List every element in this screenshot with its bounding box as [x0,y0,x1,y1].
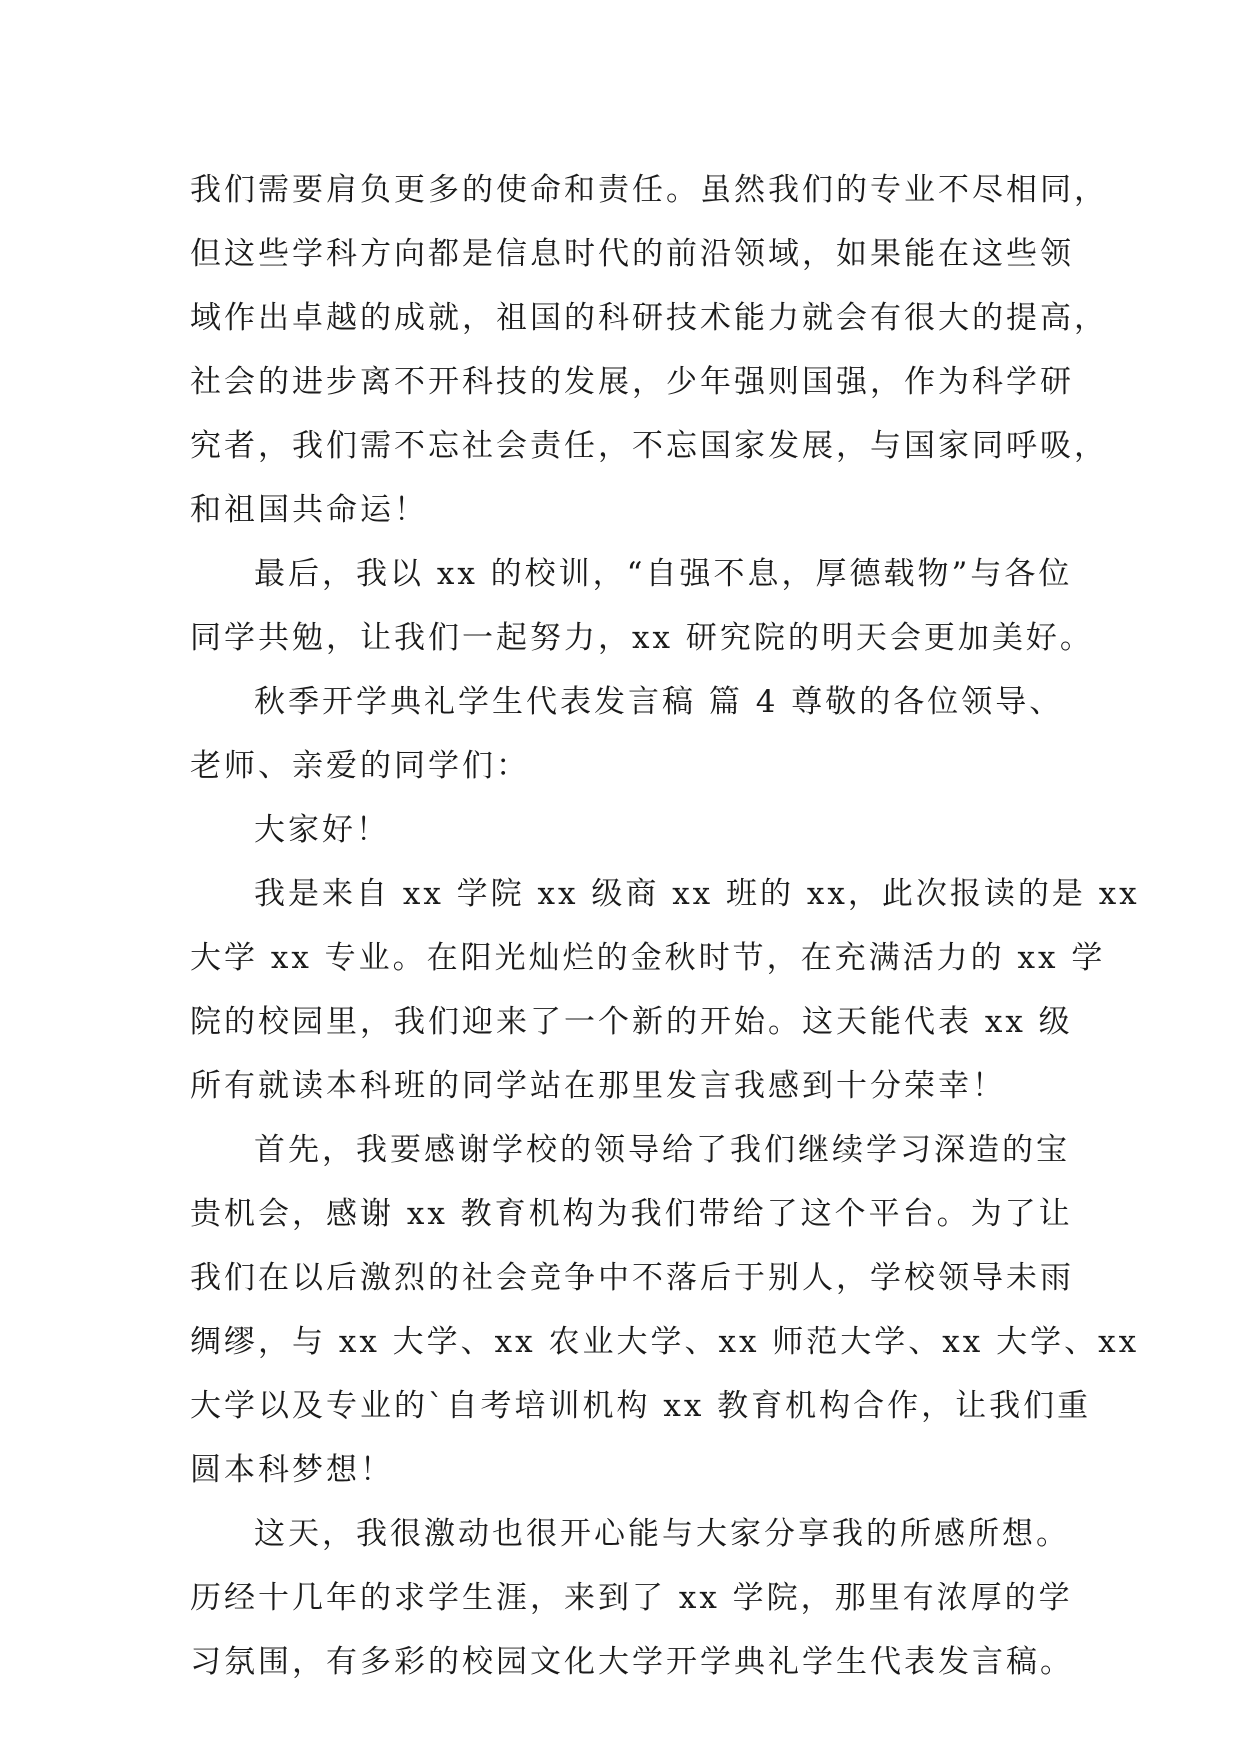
paragraph-line: 大学以及专业的`自考培训机构 xx 教育机构合作，让我们重 [190,1388,1092,1424]
paragraph-line: 域作出卓越的成就，祖国的科研技术能力就会有很大的提高， [190,300,1108,336]
paragraph-line: 大学 xx 专业。在阳光灿烂的金秋时节，在充满活力的 xx 学 [190,940,1106,976]
paragraph-line: 同学共勉，让我们一起努力，xx 研究院的明天会更加美好。 [190,620,1094,656]
paragraph-line: 所有就读本科班的同学站在那里发言我感到十分荣幸！ [190,1068,1006,1104]
paragraph-line: 首先，我要感谢学校的领导给了我们继续学习深造的宝 [254,1132,1070,1168]
paragraph-line: 秋季开学典礼学生代表发言稿 篇 4 尊敬的各位领导、 [254,684,1064,720]
paragraph-line: 和祖国共命运！ [190,492,428,528]
paragraph-line: 但这些学科方向都是信息时代的前沿领域，如果能在这些领 [190,236,1074,272]
paragraph-line: 社会的进步离不开科技的发展，少年强则国强，作为科学研 [190,364,1074,400]
paragraph-line: 历经十几年的求学生涯，来到了 xx 学院，那里有浓厚的学 [190,1580,1073,1616]
paragraph-line: 绸缪，与 xx 大学、xx 农业大学、xx 师范大学、xx 大学、xx [190,1324,1140,1360]
paragraph-line: 最后，我以 xx 的校训，“自强不息，厚德载物”与各位 [254,556,1073,592]
paragraph-line: 我是来自 xx 学院 xx 级商 xx 班的 xx，此次报读的是 xx [254,876,1140,912]
paragraph-line: 院的校园里，我们迎来了一个新的开始。这天能代表 xx 级 [190,1004,1073,1040]
paragraph-line: 大家好！ [254,812,390,848]
paragraph-line: 圆本科梦想！ [190,1452,394,1488]
paragraph-line: 这天，我很激动也很开心能与大家分享我的所感所想。 [254,1516,1070,1552]
paragraph-line: 我们需要肩负更多的使命和责任。虽然我们的专业不尽相同， [190,172,1108,208]
paragraph-line: 究者，我们需不忘社会责任，不忘国家发展，与国家同呼吸， [190,428,1108,464]
paragraph-line: 习氛围，有多彩的校园文化大学开学典礼学生代表发言稿。 [190,1644,1074,1680]
paragraph-line: 老师、亲爱的同学们： [190,748,530,784]
paragraph-line: 我们在以后激烈的社会竞争中不落后于别人，学校领导未雨 [190,1260,1074,1296]
paragraph-line: 贵机会，感谢 xx 教育机构为我们带给了这个平台。为了让 [190,1196,1073,1232]
